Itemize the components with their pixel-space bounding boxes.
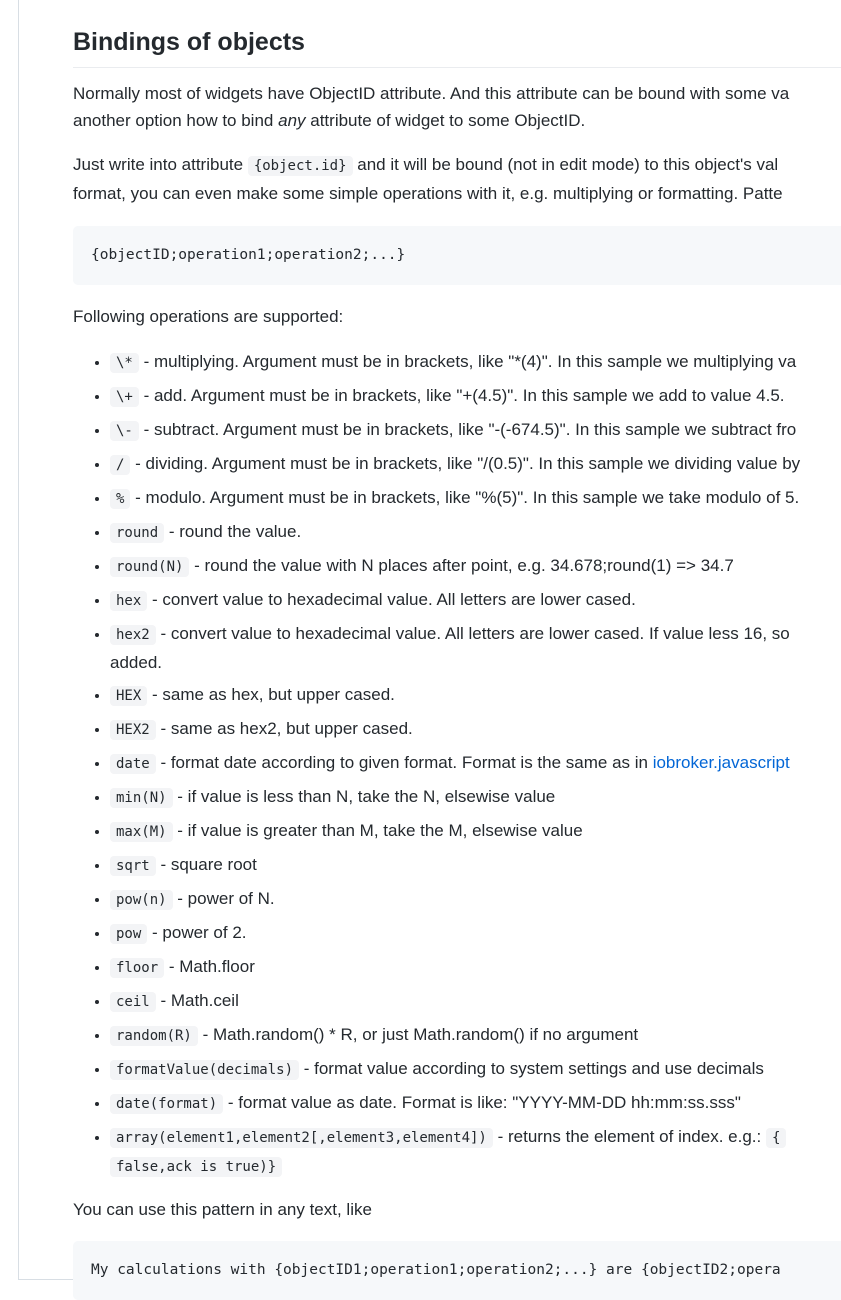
operation-item bbox=[110, 382, 841, 411]
operation-item bbox=[110, 348, 841, 377]
operation-description: - Math.floor bbox=[164, 957, 255, 976]
operation-code: ceil bbox=[110, 992, 156, 1012]
operation-code: formatValue(decimals) bbox=[110, 1060, 299, 1080]
operation-code: % bbox=[110, 489, 130, 509]
operation-description: - Math.random() * R, or just Math.random() if no argument bbox=[197, 1025, 639, 1044]
operation-description: - power of N. bbox=[172, 889, 275, 908]
operation-code: round bbox=[110, 523, 164, 543]
operation-code: array(element1,element2[,element3,element4]) bbox=[110, 1128, 493, 1148]
operation-code: max(M) bbox=[110, 822, 173, 842]
operation-description: - same as hex, but upper cased. bbox=[147, 685, 395, 704]
operation-code: HEX2 bbox=[110, 720, 156, 740]
operation-code: \* bbox=[110, 353, 139, 373]
example-code-block: My calculations with {objectID1;operation1;operation2;...} are {objectID2;opera bbox=[73, 1241, 841, 1300]
operation-code: \- bbox=[110, 421, 139, 441]
intro-line1: Normally most of widgets have ObjectID attribute. And this attribute can be bound with some va bbox=[73, 84, 790, 103]
intro-line2-pre: another option how to bind bbox=[73, 111, 279, 130]
operation-item bbox=[110, 1055, 841, 1084]
operation-code: date(format) bbox=[110, 1094, 223, 1114]
operation-description: - same as hex2, but upper cased. bbox=[155, 719, 413, 738]
operation-description: - format date according to given format. Format is the same as in bbox=[155, 753, 653, 772]
operation-item bbox=[110, 885, 841, 914]
operation-code: random(R) bbox=[110, 1026, 198, 1046]
doc-content bbox=[73, 0, 841, 1300]
pattern-code-block: {objectID;operation1;operation2;...} bbox=[73, 226, 841, 285]
operation-item bbox=[110, 1123, 841, 1181]
operation-item bbox=[110, 987, 841, 1016]
operation-item bbox=[110, 681, 841, 710]
pattern-usage-text: You can use this pattern in any text, like bbox=[73, 1200, 372, 1219]
intro-line2-post: attribute of widget to some ObjectID. bbox=[305, 111, 586, 130]
operation-item bbox=[110, 851, 841, 880]
operation-description: - dividing. Argument must be in brackets, like "/(0.5)". In this sample we dividing value by bbox=[130, 454, 801, 473]
operation-description: - modulo. Argument must be in brackets, like "%(5)". In this sample we take modulo of 5. bbox=[130, 488, 800, 507]
operation-description: - if value is greater than M, take the M, elsewise value bbox=[172, 821, 583, 840]
binding-post: and it will be bound (not in edit mode) to this object's val bbox=[352, 155, 779, 174]
operation-description: - add. Argument must be in brackets, like "+(4.5)". In this sample we add to value 4.5. bbox=[138, 386, 785, 405]
intro-paragraph bbox=[73, 80, 841, 134]
operation-item bbox=[110, 1089, 841, 1118]
binding-paragraph bbox=[73, 151, 841, 207]
operation-item bbox=[110, 715, 841, 744]
operation-item bbox=[110, 586, 841, 615]
operations-list bbox=[73, 348, 841, 1181]
operation-code: min(N) bbox=[110, 788, 173, 808]
operation-description: - format value as date. Format is like: "YYYY-MM-DD hh:mm:ss.sss" bbox=[223, 1093, 741, 1112]
operation-description: - round the value. bbox=[164, 522, 302, 541]
operation-description-continued: added. bbox=[110, 653, 162, 672]
operation-item bbox=[110, 450, 841, 479]
operation-code: pow bbox=[110, 924, 147, 944]
binding-pre: Just write into attribute bbox=[73, 155, 248, 174]
operation-description: - Math.ceil bbox=[155, 991, 239, 1010]
operation-code: / bbox=[110, 455, 130, 475]
operation-code: hex bbox=[110, 591, 147, 611]
operation-item bbox=[110, 620, 841, 676]
operation-example-code: { bbox=[766, 1128, 786, 1148]
operation-description: - subtract. Argument must be in brackets, like "-(-674.5)". In this sample we subtract fro bbox=[138, 420, 797, 439]
operation-code: date bbox=[110, 754, 156, 774]
operation-description: - format value according to system settings and use decimals bbox=[299, 1059, 764, 1078]
operation-item bbox=[110, 484, 841, 513]
operation-item bbox=[110, 518, 841, 547]
binding-line2: format, you can even make some simple operations with it, e.g. multiplying or formatting. Patte bbox=[73, 184, 783, 203]
operation-item bbox=[110, 783, 841, 812]
operation-code: HEX bbox=[110, 686, 147, 706]
intro-emphasis: any bbox=[278, 111, 306, 130]
operation-item bbox=[110, 1021, 841, 1050]
iobroker-javascript-link[interactable]: iobroker.javascript bbox=[652, 753, 790, 772]
operation-item bbox=[110, 552, 841, 581]
operation-code: round(N) bbox=[110, 557, 189, 577]
operation-description: - returns the element of index. e.g.: bbox=[492, 1127, 766, 1146]
operation-code: \+ bbox=[110, 387, 139, 407]
operations-intro: Following operations are supported: bbox=[73, 307, 344, 326]
operation-description: - multiplying. Argument must be in brackets, like "*(4)". In this sample we multiplying va bbox=[138, 352, 797, 371]
operation-code: sqrt bbox=[110, 856, 156, 876]
operation-description: - power of 2. bbox=[147, 923, 247, 942]
operation-item bbox=[110, 749, 841, 778]
operation-description: - convert value to hexadecimal value. All letters are lower cased. bbox=[147, 590, 636, 609]
operation-description: - round the value with N places after point, e.g. 34.678;round(1) => 34.7 bbox=[189, 556, 734, 575]
operation-description: - if value is less than N, take the N, elsewise value bbox=[172, 787, 556, 806]
operation-description: - square root bbox=[155, 855, 257, 874]
operation-code: pow(n) bbox=[110, 890, 173, 910]
operation-item bbox=[110, 919, 841, 948]
operation-example-code-continued: false,ack is true)} bbox=[110, 1157, 282, 1177]
operation-item bbox=[110, 817, 841, 846]
operation-code: hex2 bbox=[110, 625, 156, 645]
operation-code: floor bbox=[110, 958, 164, 978]
operation-item bbox=[110, 416, 841, 445]
operation-item bbox=[110, 953, 841, 982]
section-heading: Bindings of objects bbox=[73, 0, 841, 68]
operation-description: - convert value to hexadecimal value. All letters are lower cased. If value less 16, so bbox=[155, 624, 790, 643]
inline-code-object-id: {object.id} bbox=[248, 156, 353, 176]
